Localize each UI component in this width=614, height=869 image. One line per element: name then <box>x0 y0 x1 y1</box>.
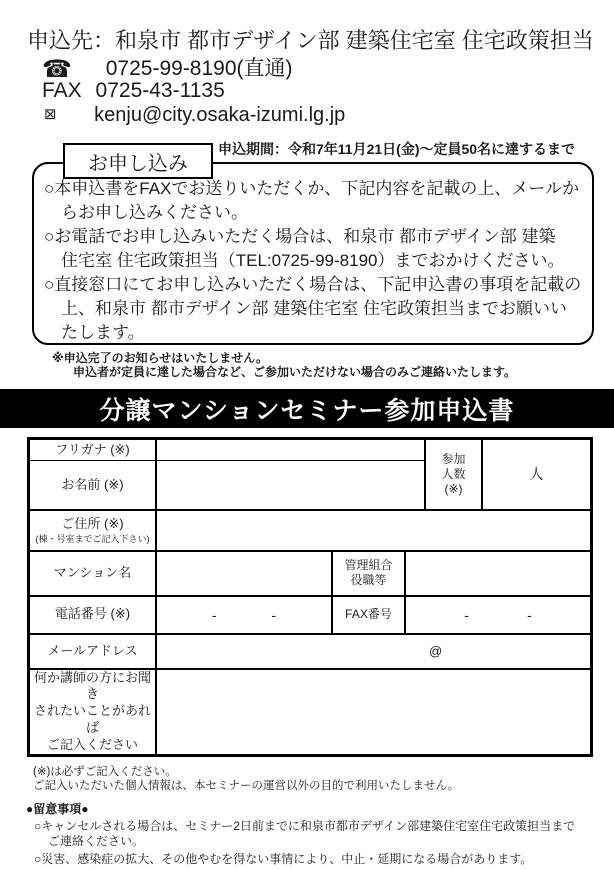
participants-label-line: (※) <box>444 481 463 496</box>
bullet-line: ○本申込書をFAXでお送りいただくか、下記内容を記載の上、メールか <box>44 179 580 198</box>
question-label-line: ご記入ください <box>46 737 138 753</box>
association-input[interactable] <box>406 552 590 594</box>
fax-input[interactable] <box>406 597 590 633</box>
participants-input[interactable] <box>483 440 590 509</box>
participants-label-line: 参加 <box>441 451 466 466</box>
tel-label: 電話番号 (※) <box>30 597 157 633</box>
application-period: 申込期間：令和7年11月21日(金)～定員50名に達するまで <box>218 141 576 157</box>
row-phone <box>30 597 590 635</box>
association-label-line: 役職等 <box>350 573 387 588</box>
row-mansion <box>30 552 590 596</box>
question-label-line: されたいことがあれば <box>33 703 151 736</box>
fax-row <box>42 79 225 103</box>
email-input[interactable] <box>157 635 590 667</box>
apply-tab-label: お申し込み <box>63 143 213 179</box>
application-form-table <box>27 437 593 757</box>
at-mark: @ <box>429 643 443 659</box>
bullet-line: たします。 <box>61 323 145 342</box>
fax-hyphen: - <box>464 606 469 623</box>
fax-number-label: FAX番号 <box>333 597 406 633</box>
fax-number: 0725-43-1135 <box>95 79 225 102</box>
instruction-bullets <box>44 177 592 345</box>
participants-label-line: 人数 <box>441 466 466 481</box>
attention-cancel-line2: ご連絡ください。 <box>48 834 145 848</box>
title-banner <box>0 389 614 428</box>
address-label <box>30 511 157 550</box>
question-label <box>30 670 157 754</box>
phone-icon: ☎ <box>42 56 72 83</box>
row-name-group <box>30 440 590 511</box>
tel-hyphen: - <box>211 606 217 623</box>
address-input[interactable] <box>157 511 590 550</box>
name-label: お名前 (※) <box>30 461 157 509</box>
address-label-sub: (棟・号室までご記入下さい) <box>35 533 150 544</box>
privacy-note: ご記入いただいた個人情報は、本セミナーの運営以外の目的で利用いたしません。 <box>33 780 460 792</box>
participants-label <box>426 440 483 509</box>
tel-input[interactable] <box>157 597 333 633</box>
no-confirmation-note: ※申込完了のお知らせはいたしません。 <box>52 351 269 365</box>
association-label <box>333 552 406 594</box>
bullet-counter <box>44 273 592 345</box>
name-input[interactable] <box>157 461 424 509</box>
question-input[interactable] <box>157 670 590 754</box>
bullet-line: らお申し込みください。 <box>61 203 248 222</box>
furigana-label: フリガナ (※) <box>30 440 157 460</box>
row-email <box>30 635 590 669</box>
fax-hyphen: - <box>527 606 532 623</box>
bullet-line: 住宅室 住宅政策担当（TEL:0725-99-8190）までおかけください。 <box>61 251 565 270</box>
envelope-icon: ⊠ <box>44 106 57 123</box>
bullet-line: ○直接窓口にてお申し込みいただく場合は、下記申込書の事項を記載の <box>44 275 582 294</box>
bullet-line: ○お電話でお申し込みいただく場合は、和泉市 都市デザイン部 建築 <box>44 227 556 246</box>
attention-title: ●留意事項● <box>26 802 89 816</box>
capacity-note: 申込者が定員に達した場合など、ご参加いただけない場合のみご連絡いたします。 <box>73 365 517 379</box>
bullet-phone <box>44 225 592 273</box>
bullet-fax-mail <box>44 177 592 225</box>
tel-hyphen: - <box>271 606 277 623</box>
association-label-line: 管理組合 <box>344 557 393 572</box>
row-question <box>30 670 590 754</box>
question-label-line: 何か講師の方にお聞き <box>33 669 151 702</box>
row-address <box>30 511 590 552</box>
fax-label: FAX <box>42 79 82 102</box>
name-group-left <box>30 440 426 509</box>
email-row <box>44 104 345 127</box>
bullet-line: 上、和泉市 都市デザイン部 建築住宅室 住宅政策担当までお願いい <box>61 299 567 318</box>
email-address: kenju@city.osaka-izumi.lg.jp <box>94 104 346 126</box>
recipient-line: 申込先：和泉市 都市デザイン部 建築住宅室 住宅政策担当 <box>27 28 594 53</box>
participants-unit: 人 <box>529 466 544 483</box>
page-title: 分譲マンションセミナー参加申込書 <box>99 396 515 425</box>
mansion-input[interactable] <box>157 552 333 594</box>
required-note: (※)は必ずご記入ください。 <box>33 766 177 778</box>
furigana-row <box>30 440 424 461</box>
phone-number: 0725-99-8190(直通) <box>105 57 293 80</box>
name-row <box>30 461 424 509</box>
attention-cancel-line1: ○キャンセルされる場合は、セミナー2日前までに和泉市都市デザイン部建築住宅室住宅政策担当まで <box>34 819 576 833</box>
attention-disaster: ○災害、感染症の拡大、その他やむを得ない事情により、中止・延期になる場合があります。 <box>34 852 533 866</box>
mansion-label: マンション名 <box>30 552 157 594</box>
email-field-label: メールアドレス <box>30 635 157 667</box>
address-label-main: ご住所 (※) <box>61 515 124 531</box>
furigana-input[interactable] <box>157 440 424 460</box>
phone-row <box>42 52 293 82</box>
